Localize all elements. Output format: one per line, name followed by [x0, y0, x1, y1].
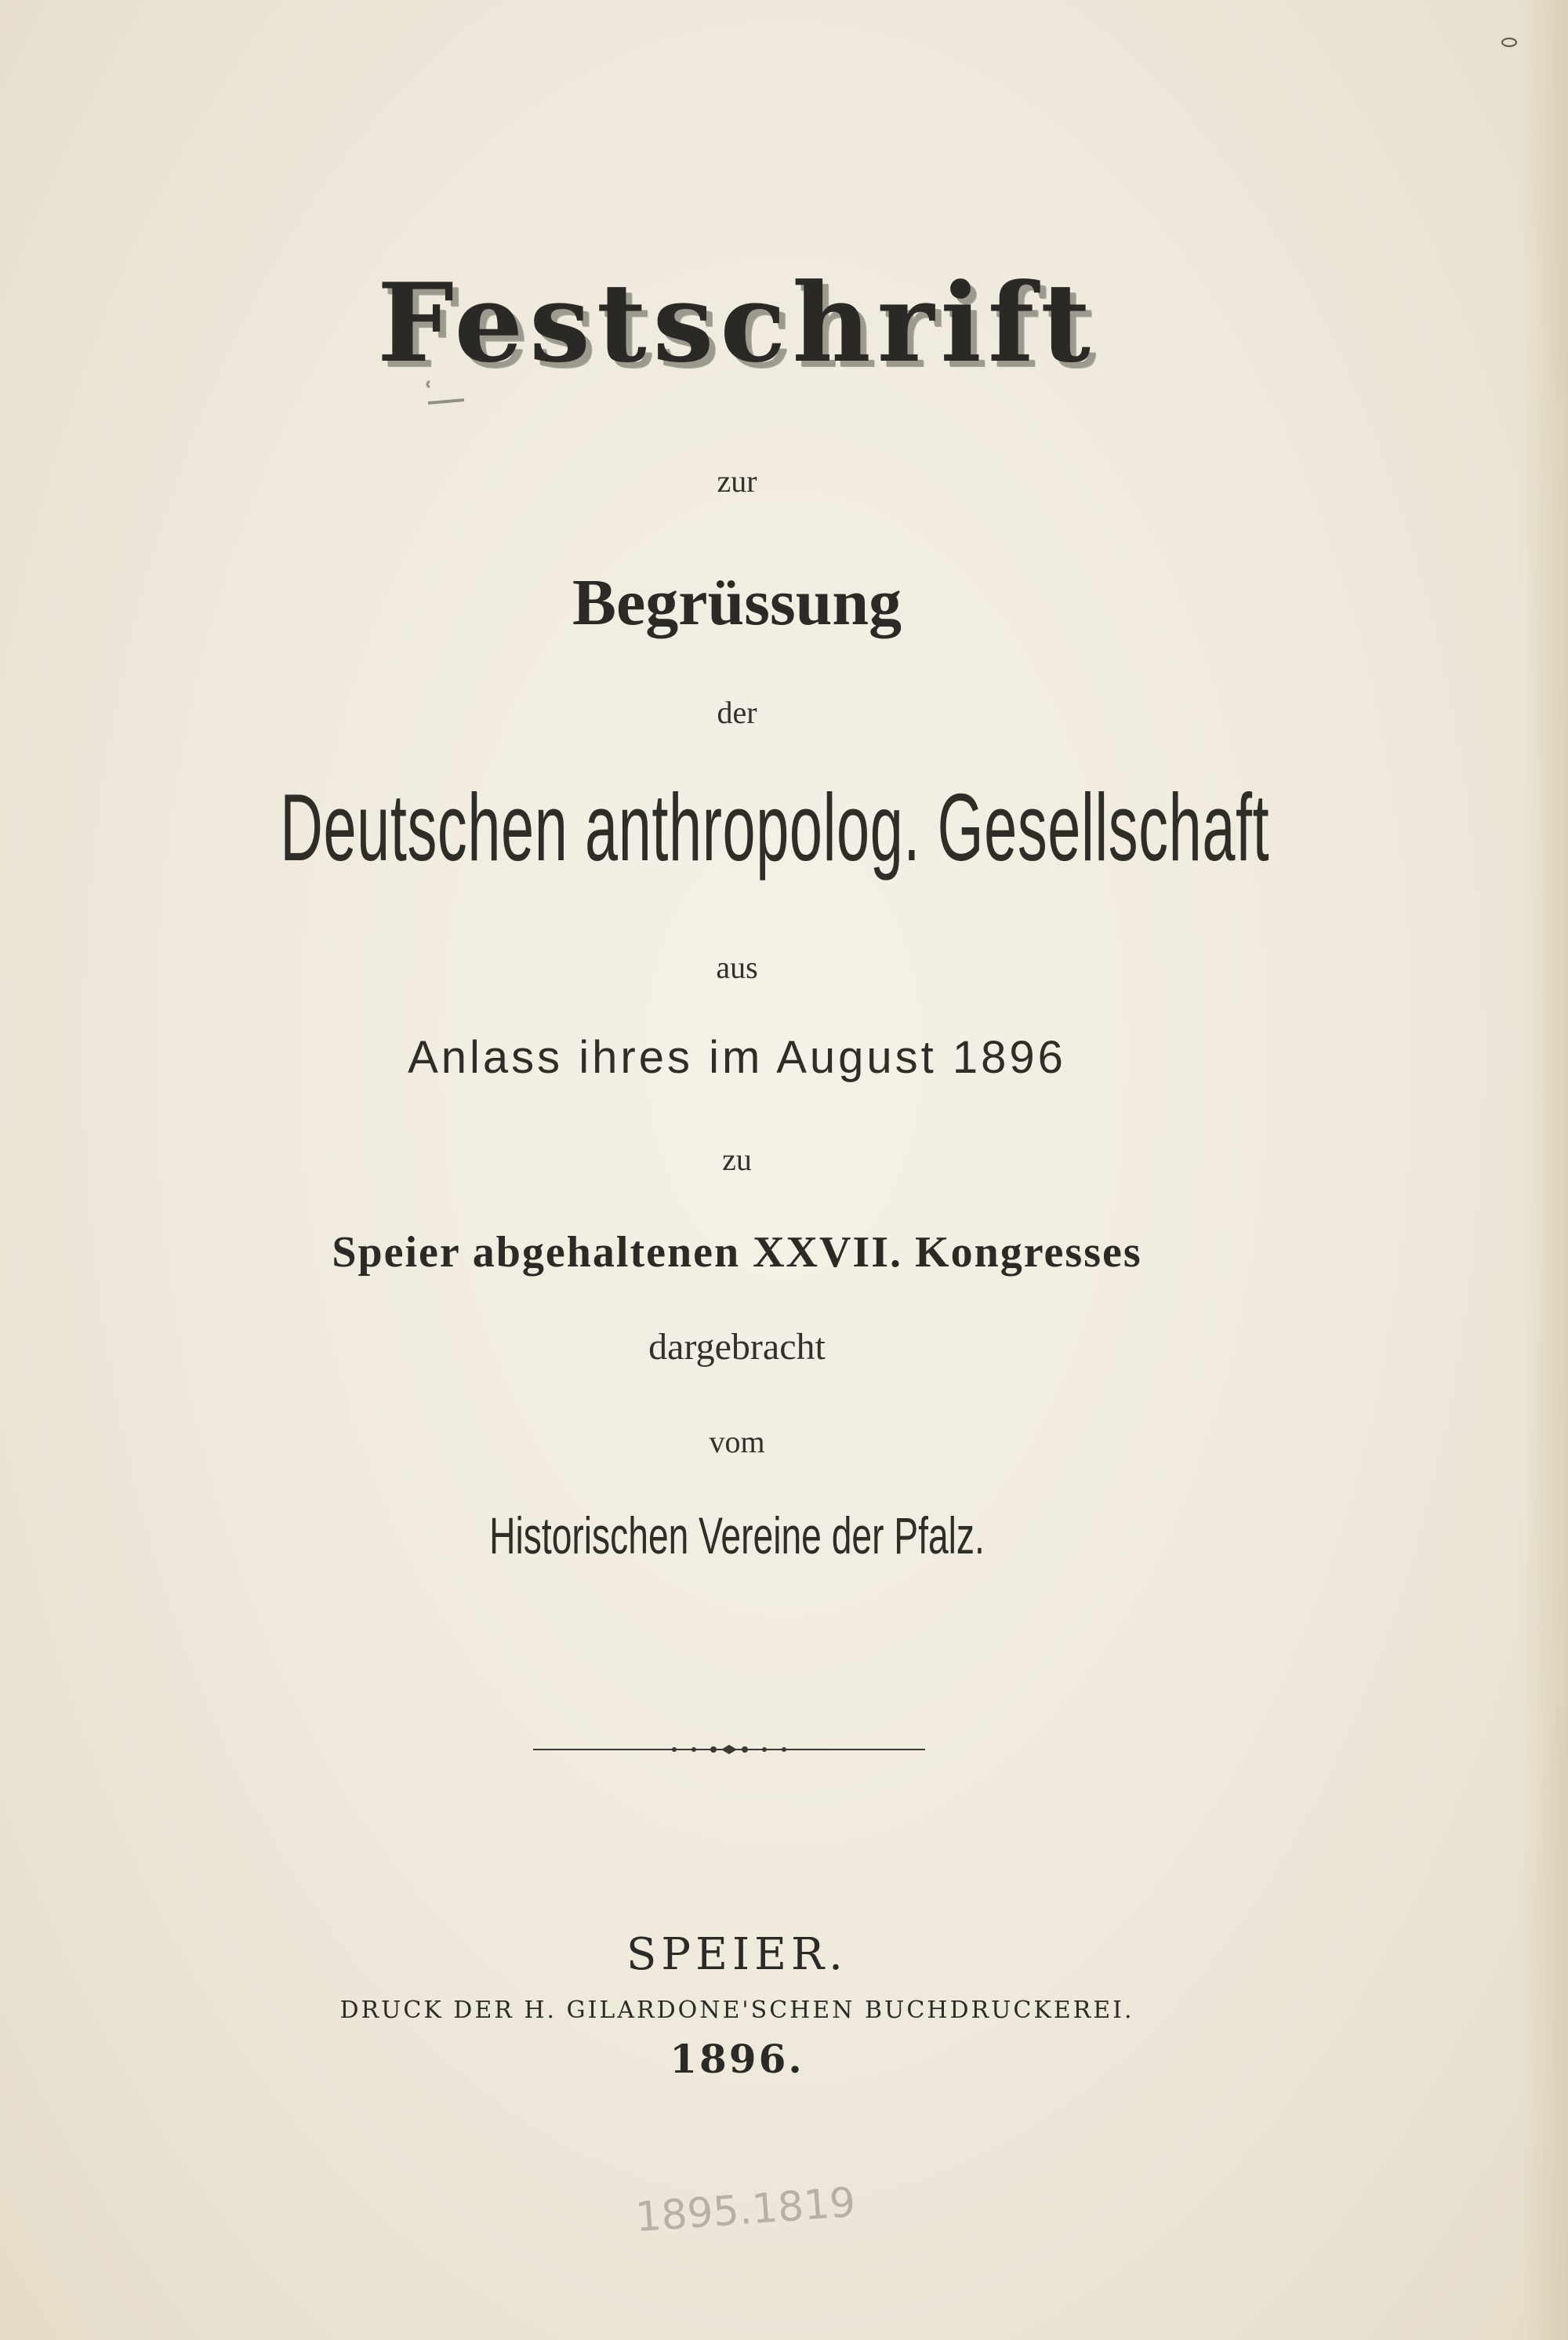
line-der: der [717, 695, 757, 730]
congress-line: Speier abgehaltenen XXVII. Kongresses [332, 1228, 1142, 1277]
line-vom: vom [709, 1424, 765, 1459]
imprint-place: SPEIER. [626, 1929, 848, 1980]
line-begruessung: Begrüssung [572, 566, 902, 639]
corner-pencil-mark [1499, 36, 1519, 49]
line-dargebracht: dargebracht [648, 1326, 826, 1368]
occasion-line: Anlass ihres im August 1896 [408, 1032, 1066, 1083]
imprint-year: 1896. [670, 2036, 804, 2082]
pencil-shelfmark [627, 2172, 886, 2243]
line-zur: zur [717, 463, 757, 499]
paper-edge-shading [1521, 0, 1568, 2340]
line-aus: aus [716, 950, 758, 985]
imprint-printer: DRUCK DER H. GILARDONE'SCHEN BUCHDRUCKEREI. [339, 1997, 1134, 2024]
society-name: Deutschen anthropolog. Gesellschaft [280, 774, 1270, 881]
ornamental-rule [533, 1738, 925, 1761]
svg-text:1895.1819: 1895.1819 [633, 2178, 858, 2242]
book-title: Festschrift [377, 259, 1097, 387]
line-zu: zu [722, 1142, 752, 1177]
presenting-society: Historischen Vereine der Pfalz. [489, 1506, 985, 1564]
